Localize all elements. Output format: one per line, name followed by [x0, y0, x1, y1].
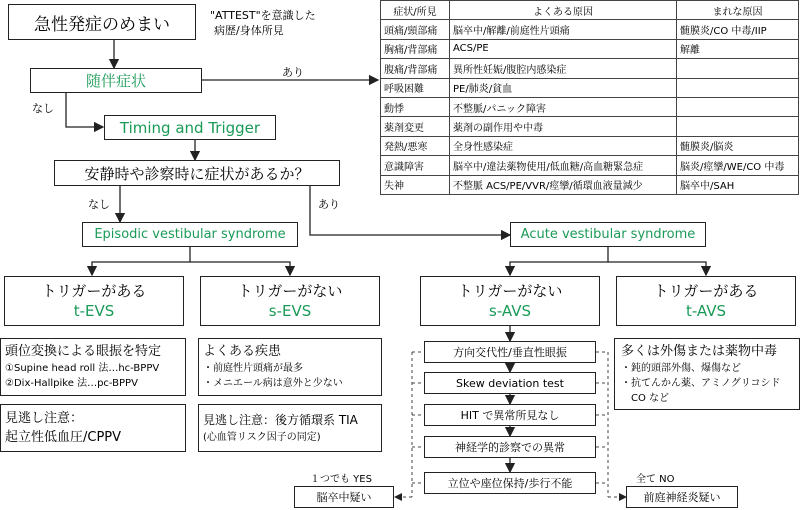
stroke-suspect-text: 脳卒中疑い — [316, 491, 372, 504]
cell-rare — [677, 78, 799, 97]
stroke-suspect-box — [294, 486, 394, 508]
label-ari-1: あり — [282, 66, 304, 79]
cell-symptom: 失神 — [381, 175, 450, 194]
evs-text: Episodic vestibular syndrome — [94, 227, 286, 242]
cell-common: 脳卒中/違法薬物使用/低血糖/高血糖緊急症 — [450, 156, 677, 175]
t-evs-miss-line1: 見逃し注意： — [5, 411, 84, 426]
vn-suspect-box — [626, 486, 738, 508]
s-avs-line1: トリガーがない — [457, 282, 563, 300]
symptom-table-header — [381, 1, 799, 20]
savs-step-gait — [424, 472, 596, 494]
savs-step-text: 立位や座位保持/歩行不能 — [447, 477, 573, 490]
table-row — [381, 39, 799, 58]
table-row — [381, 175, 799, 194]
accompanying-text: 随伴症状 — [85, 72, 146, 90]
avs-text: Acute vestibular syndrome — [520, 227, 696, 242]
t-evs-detail-item: ①Supine head roll 法…hc-BPPV — [5, 363, 160, 374]
cell-common: PE/肺炎/貧血 — [450, 78, 677, 97]
s-evs-detail-item: ・前庭性片頭痛が最多 — [203, 363, 303, 374]
table-row — [381, 156, 799, 175]
t-avs-box — [616, 276, 796, 326]
cell-rare: 脳炎/痙攣/WE/CO 中毒 — [677, 156, 799, 175]
rest-question-text: 安静時や診察時に症状があるか？ — [84, 164, 310, 183]
timing-box — [104, 115, 276, 140]
cell-symptom: 発熱/悪寒 — [381, 136, 450, 155]
title-text: 急性発症のめまい — [34, 14, 170, 35]
label-any-yes: １つでも YES — [310, 474, 372, 485]
attest-note-line2: 病歴/身体所見 — [214, 24, 284, 37]
t-avs-line1: トリガーがある — [653, 282, 759, 300]
timing-text: Timing and Trigger — [119, 118, 261, 137]
t-evs-line2: t-EVS — [73, 302, 115, 320]
t-evs-detail-item: ②Dix-Hallpike 法…pc-BPPV — [5, 378, 138, 389]
evs-box — [82, 222, 298, 247]
cell-symptom: 呼吸困難 — [381, 78, 450, 97]
rest-question-box — [54, 160, 340, 186]
t-avs-detail-item: ・鈍的頭部外傷、爆傷など — [621, 363, 741, 374]
cell-rare — [677, 117, 799, 136]
cell-common: ACS/PE — [450, 39, 677, 58]
t-evs-miss-box — [0, 404, 186, 452]
label-all-no: 全て NO — [636, 474, 675, 485]
t-avs-detail-heading: 多くは外傷または薬物中毒 — [621, 344, 778, 359]
savs-step-skew — [424, 372, 596, 394]
t-avs-detail-item: CO など — [621, 393, 670, 404]
cell-rare — [677, 59, 799, 78]
t-evs-detail-box — [0, 338, 186, 396]
cell-symptom: 腹痛/背部痛 — [381, 59, 450, 78]
t-evs-box — [4, 276, 184, 326]
title-box — [8, 4, 196, 40]
table-row — [381, 117, 799, 136]
table-row — [381, 97, 799, 116]
header-common: よくある原因 — [450, 1, 677, 20]
label-nashi-2: なし — [88, 198, 110, 211]
table-row — [381, 136, 799, 155]
s-avs-line2: s-AVS — [489, 302, 531, 320]
t-evs-detail-heading: 頭位変換による眼振を特定 — [5, 344, 162, 359]
t-avs-line2: t-AVS — [685, 302, 727, 320]
t-evs-miss-line2: 起立性低血圧/CPPV — [5, 430, 122, 445]
cell-symptom: 動悸 — [381, 97, 450, 116]
table-row — [381, 78, 799, 97]
cell-symptom: 意識障害 — [381, 156, 450, 175]
s-evs-box — [200, 276, 380, 326]
s-evs-miss-box — [198, 404, 382, 452]
s-evs-line1: トリガーがない — [237, 282, 343, 300]
savs-step-hit — [424, 404, 596, 426]
s-evs-line2: s-EVS — [268, 302, 312, 320]
avs-box — [510, 222, 706, 247]
cell-rare — [677, 97, 799, 116]
cell-rare: 解離 — [677, 39, 799, 58]
label-ari-2: あり — [318, 198, 340, 211]
cell-common: 薬剤の副作用や中毒 — [450, 117, 677, 136]
vn-suspect-text: 前庭神経炎疑い — [643, 491, 721, 504]
cell-rare: 髄膜炎/脳炎 — [677, 136, 799, 155]
cell-common: 不整脈 ACS/PE/VVR/痙攣/循環血液量減少 — [450, 175, 677, 194]
cell-symptom: 胸痛/背部痛 — [381, 39, 450, 58]
s-evs-detail-heading: よくある疾患 — [203, 344, 282, 359]
savs-step-neuro — [424, 436, 596, 458]
symptom-table — [380, 0, 799, 195]
cell-symptom: 頭痛/頸部痛 — [381, 20, 450, 39]
t-evs-line1: トリガーがある — [41, 282, 147, 300]
attest-note-line1: "ATTEST"を意識した — [210, 9, 316, 22]
attest-note — [210, 8, 316, 38]
t-avs-detail-item: ・抗てんかん薬、アミノグリコシド — [621, 378, 781, 389]
accompanying-box — [30, 68, 202, 93]
savs-step-text: 神経学的診察での異常 — [455, 441, 565, 454]
cell-common: 異所性妊娠/腹腔内感染症 — [450, 59, 677, 78]
header-symptom: 症状/所見 — [381, 1, 450, 20]
t-avs-detail-box — [614, 338, 800, 410]
table-row — [381, 59, 799, 78]
cell-common: 不整脈/パニック障害 — [450, 97, 677, 116]
cell-common: 全身性感染症 — [450, 136, 677, 155]
s-evs-detail-item: ・メニエール病は意外と少ない — [203, 378, 343, 389]
savs-step-nystagmus — [424, 341, 596, 363]
label-nashi-1: なし — [32, 102, 54, 115]
s-evs-detail-box — [198, 338, 382, 396]
table-row — [381, 20, 799, 39]
cell-common: 脳卒中/解離/前庭性片頭痛 — [450, 20, 677, 39]
cell-rare: 脳卒中/SAH — [677, 175, 799, 194]
s-evs-miss-line2: (心血管リスク因子の同定) — [203, 431, 321, 443]
cell-symptom: 薬剤変更 — [381, 117, 450, 136]
header-rare: まれな原因 — [677, 1, 799, 20]
s-evs-miss-line1: 見逃し注意：後方循環系 TIA — [203, 412, 358, 427]
savs-step-text: Skew deviation test — [456, 376, 564, 390]
savs-step-text: 方向交代性/垂直性眼振 — [453, 346, 567, 359]
savs-step-text: HIT で異常所見なし — [460, 409, 560, 422]
cell-rare: 髄膜炎/CO 中毒/IIP — [677, 20, 799, 39]
s-avs-box — [420, 276, 600, 326]
